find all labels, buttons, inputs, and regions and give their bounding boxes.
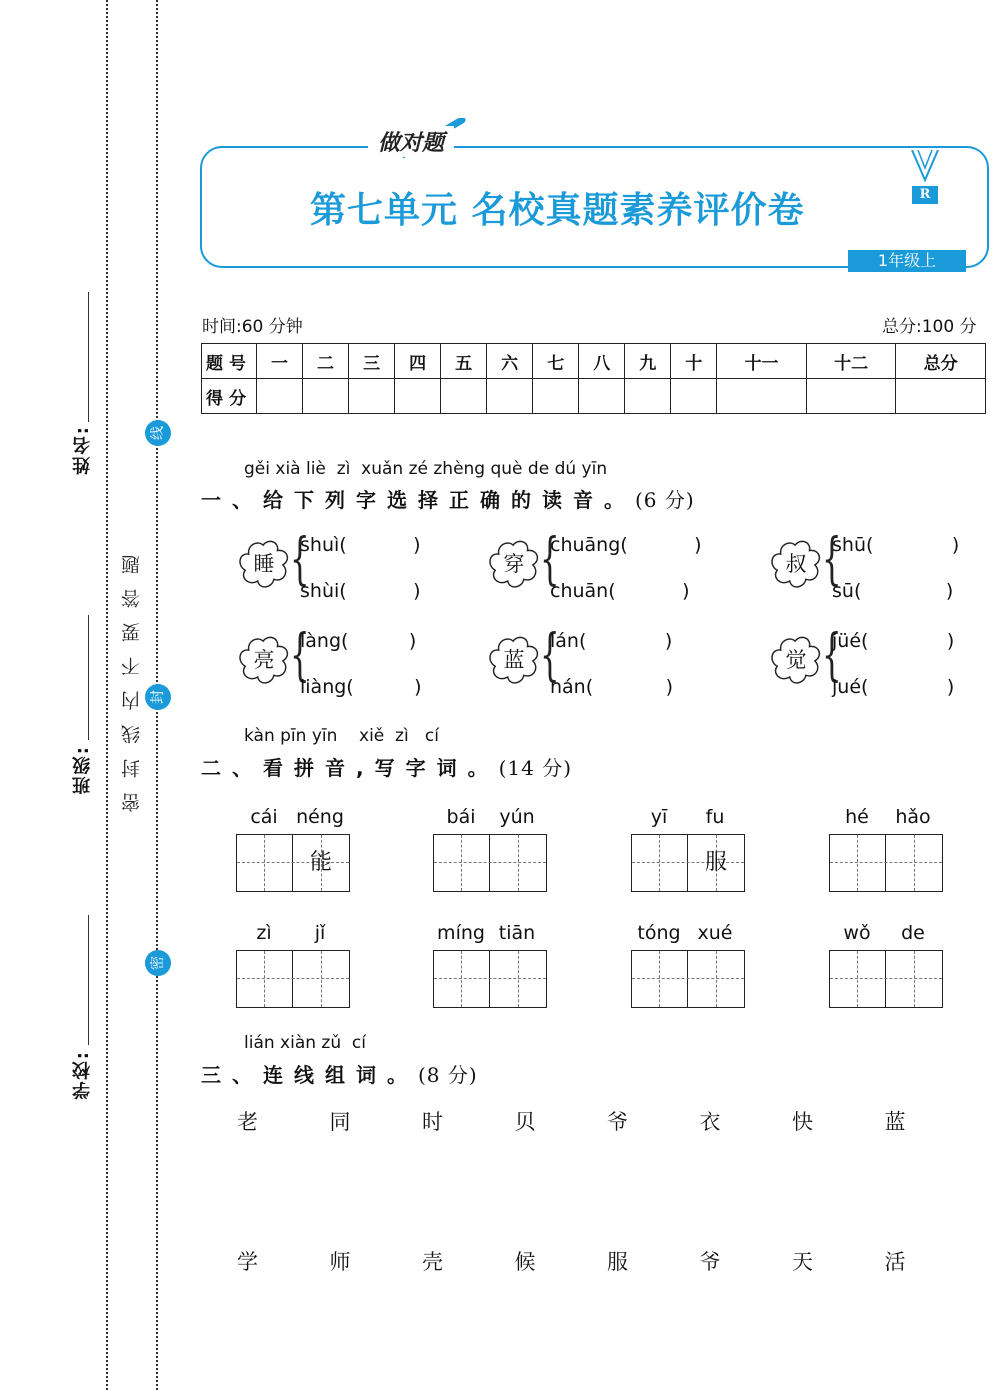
question-char: 睡 <box>253 552 275 576</box>
box-pinyin: xué <box>697 922 733 944</box>
box-pinyin: míng <box>437 922 485 944</box>
tianzige-box[interactable] <box>829 950 943 1008</box>
match-word-bottom[interactable]: 爷 <box>699 1250 721 1274</box>
col-header: 十二 <box>806 344 896 379</box>
question-char: 叔 <box>785 552 807 576</box>
col-header: 三 <box>349 344 395 379</box>
section3-title <box>201 1059 478 1088</box>
box-pinyin: yún <box>499 806 535 828</box>
match-word-bottom[interactable]: 壳 <box>422 1250 443 1274</box>
seal-mark-seal: 封 <box>145 684 171 710</box>
match-word-top[interactable]: 蓝 <box>884 1110 906 1134</box>
match-word-top[interactable]: 贝 <box>514 1110 536 1134</box>
tianzige-box[interactable] <box>631 834 745 892</box>
box-pinyin: jǐ <box>314 922 326 944</box>
pinyin-option[interactable]: chuāng( ) <box>550 534 702 556</box>
box-char[interactable] <box>886 951 942 1007</box>
box-pinyin: fu <box>705 806 725 828</box>
box-char[interactable] <box>632 951 688 1007</box>
section2-pinyin: kàn pīn yīn xiě zì cí <box>244 726 439 746</box>
match-word-top[interactable]: 同 <box>329 1110 351 1134</box>
score-cell[interactable] <box>257 379 303 414</box>
col-header: 九 <box>625 344 671 379</box>
seal-notice: 密封线内不要答题 <box>121 540 143 812</box>
section2-title-text: 二、看拼音,写字词。 <box>201 756 499 780</box>
match-word-bottom[interactable]: 候 <box>514 1250 536 1274</box>
box-char[interactable] <box>434 835 490 891</box>
box-pinyin: hǎo <box>895 806 931 828</box>
score-cell[interactable] <box>349 379 395 414</box>
section2-title <box>201 752 572 781</box>
tianzige-box[interactable] <box>433 950 547 1008</box>
question-char: 亮 <box>253 648 275 672</box>
score-cell[interactable] <box>395 379 441 414</box>
pinyin-option[interactable]: shū( ) <box>832 534 960 556</box>
score-cell[interactable] <box>717 379 807 414</box>
pinyin-option[interactable]: liàng( ) <box>300 676 422 698</box>
section2-points: (14 分) <box>498 756 573 780</box>
name-label: 姓名: <box>72 425 93 475</box>
score-cell[interactable] <box>441 379 487 414</box>
flower-char-frame <box>768 538 824 590</box>
section1-pinyin: gěi xià liè zì xuǎn zé zhèng què de dú yīn <box>244 459 608 479</box>
col-header: 十一 <box>717 344 807 379</box>
box-char[interactable] <box>434 951 490 1007</box>
table-row <box>202 344 986 379</box>
score-table <box>201 343 986 414</box>
class-answer-line[interactable] <box>88 615 89 740</box>
box-char[interactable] <box>490 835 546 891</box>
section3-points: (8 分) <box>418 1063 478 1087</box>
tianzige-box[interactable] <box>236 834 350 892</box>
box-pinyin: wǒ <box>843 922 871 944</box>
box-char[interactable] <box>237 951 293 1007</box>
grade-tab: 1年级上 <box>848 250 966 272</box>
pinyin-option[interactable]: shuì( ) <box>300 534 421 556</box>
brand-logo: 做对题 <box>368 126 454 157</box>
box-char[interactable] <box>632 835 688 891</box>
flower-char-frame <box>486 634 542 686</box>
section1-title <box>201 484 695 513</box>
box-char[interactable] <box>830 835 886 891</box>
tianzige-box[interactable] <box>236 950 350 1008</box>
score-cell[interactable] <box>533 379 579 414</box>
box-pinyin: zì <box>256 922 272 944</box>
time-info: 时间:60 分钟 <box>202 317 303 337</box>
brace-icon: { <box>822 623 842 688</box>
pinyin-option[interactable]: jué( ) <box>832 676 955 698</box>
box-pinyin: bái <box>446 806 476 828</box>
match-word-bottom[interactable]: 学 <box>237 1250 258 1274</box>
flower-char-frame <box>236 538 292 590</box>
pinyin-option[interactable]: làng( ) <box>300 630 417 652</box>
brace-icon: { <box>822 527 842 592</box>
match-word-top[interactable]: 老 <box>237 1110 258 1134</box>
total-score-info: 总分:100 分 <box>882 317 977 337</box>
cut-line-left <box>106 0 108 1390</box>
seal-mark-line: 线 <box>145 420 171 446</box>
section1-points: (6 分) <box>635 488 695 512</box>
question-char: 穿 <box>503 552 525 576</box>
school-answer-line[interactable] <box>88 915 89 1045</box>
box-char[interactable] <box>293 951 349 1007</box>
section3-pinyin: lián xiàn zǔ cí <box>244 1033 366 1053</box>
section1-title-text: 一、给下列字选择正确的读音。 <box>201 488 635 512</box>
col-header: 十 <box>671 344 717 379</box>
brace-icon: { <box>540 527 560 592</box>
brace-icon: { <box>290 623 310 688</box>
table-row <box>202 379 986 414</box>
match-word-top[interactable]: 快 <box>792 1110 813 1134</box>
box-char[interactable]: 服 <box>704 850 727 875</box>
box-pinyin: yī <box>650 806 668 828</box>
flower-char-frame <box>768 634 824 686</box>
box-pinyin: hé <box>845 806 869 828</box>
box-char[interactable] <box>688 951 744 1007</box>
pinyin-option[interactable]: shùi( ) <box>300 580 421 602</box>
score-cell[interactable] <box>625 379 671 414</box>
col-header: 五 <box>441 344 487 379</box>
col-header: 七 <box>533 344 579 379</box>
brace-icon: { <box>290 527 310 592</box>
box-char[interactable]: 能 <box>309 850 332 875</box>
col-header: 二 <box>303 344 349 379</box>
score-cell[interactable] <box>487 379 533 414</box>
pinyin-option[interactable]: sū( ) <box>832 580 954 602</box>
flower-char-frame <box>486 538 542 590</box>
match-word-top[interactable]: 爷 <box>607 1110 628 1134</box>
score-cell[interactable] <box>579 379 625 414</box>
col-header: 八 <box>579 344 625 379</box>
col-header: 一 <box>257 344 303 379</box>
score-cell[interactable] <box>303 379 349 414</box>
tianzige-box[interactable] <box>631 950 745 1008</box>
box-char[interactable] <box>830 951 886 1007</box>
flower-char-frame <box>236 634 292 686</box>
box-pinyin: tiān <box>498 922 536 944</box>
edition-badge: R <box>912 186 938 204</box>
box-pinyin: cái <box>250 806 278 828</box>
school-label: 学校: <box>72 1050 93 1100</box>
match-word-bottom[interactable]: 服 <box>607 1250 628 1274</box>
tianzige-box[interactable] <box>829 834 943 892</box>
box-pinyin: tóng <box>637 922 681 944</box>
match-word-top[interactable]: 衣 <box>699 1110 721 1134</box>
box-char[interactable] <box>237 835 293 891</box>
brace-icon: { <box>540 623 560 688</box>
tianzige-box[interactable] <box>433 834 547 892</box>
score-cell[interactable] <box>806 379 896 414</box>
row-header-score: 得分 <box>202 379 257 414</box>
pinyin-option[interactable]: chuān( ) <box>550 580 690 602</box>
question-char: 觉 <box>785 648 807 672</box>
box-pinyin: néng <box>296 806 344 828</box>
class-label: 班级: <box>72 745 93 795</box>
col-header: 六 <box>487 344 533 379</box>
box-char[interactable] <box>886 835 942 891</box>
pinyin-option[interactable]: jüé( ) <box>832 630 955 652</box>
score-cell[interactable] <box>896 379 986 414</box>
name-answer-line[interactable] <box>88 292 89 422</box>
col-header: 总分 <box>896 344 986 379</box>
page-title: 第七单元 名校真题素养评价卷 <box>310 190 805 231</box>
row-header-question: 题号 <box>202 344 257 379</box>
question-char: 蓝 <box>503 648 525 672</box>
seal-mark-secret: 密 <box>145 950 171 976</box>
match-word-top[interactable]: 时 <box>422 1110 443 1134</box>
match-word-bottom[interactable]: 天 <box>792 1250 813 1274</box>
pinyin-option[interactable]: nán( ) <box>550 676 674 698</box>
box-char[interactable] <box>490 951 546 1007</box>
section3-title-text: 三、连线组词。 <box>201 1063 418 1087</box>
match-word-bottom[interactable]: 活 <box>884 1250 906 1274</box>
match-word-bottom[interactable]: 师 <box>329 1250 351 1274</box>
pinyin-option[interactable]: lán( ) <box>550 630 673 652</box>
col-header: 四 <box>395 344 441 379</box>
box-pinyin: de <box>901 922 925 944</box>
score-cell[interactable] <box>671 379 717 414</box>
ribbon-icon <box>908 150 942 188</box>
